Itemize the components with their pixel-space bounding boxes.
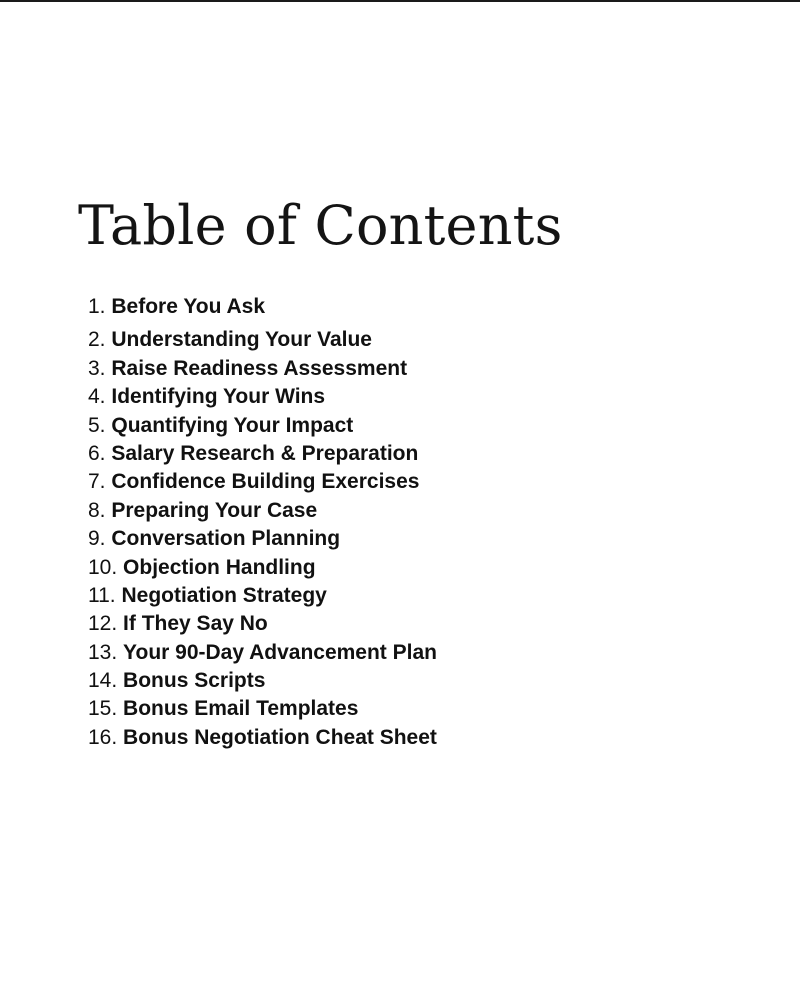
toc-item-number: 6. xyxy=(88,441,106,465)
toc-item-number: 4. xyxy=(88,385,106,409)
toc-item xyxy=(88,724,437,752)
toc-item xyxy=(88,355,437,383)
toc-item-title: Identifying Your Wins xyxy=(111,385,326,409)
toc-item-title: Bonus Email Templates xyxy=(123,697,359,721)
toc-item xyxy=(88,326,437,354)
toc-item-title: Preparing Your Case xyxy=(111,498,318,522)
toc-item xyxy=(88,497,437,525)
toc-item-title: Objection Handling xyxy=(123,555,316,579)
toc-item-title: Salary Research & Preparation xyxy=(111,441,419,465)
toc-item-number: 3. xyxy=(88,356,106,380)
toc-item xyxy=(88,695,437,723)
toc-item-number: 9. xyxy=(88,527,106,551)
toc-item-title: Before You Ask xyxy=(111,295,266,318)
toc-item-title: Your 90-Day Advancement Plan xyxy=(123,640,437,664)
toc-item-title: If They Say No xyxy=(123,612,268,636)
toc-item xyxy=(88,554,437,582)
toc-item-number: 13. xyxy=(88,640,118,664)
toc-item-number: 14. xyxy=(88,669,118,693)
toc-list xyxy=(88,293,437,752)
toc-item xyxy=(88,582,437,610)
toc-item-number: 2. xyxy=(88,328,106,352)
top-border-line xyxy=(0,0,800,2)
toc-item-title: Bonus Negotiation Cheat Sheet xyxy=(123,725,437,749)
toc-item-title: Bonus Scripts xyxy=(123,669,266,693)
toc-item xyxy=(88,667,437,695)
toc-item xyxy=(88,468,437,496)
toc-item-title: Negotiation Strategy xyxy=(121,583,327,607)
toc-item-title: Conversation Planning xyxy=(111,527,341,551)
toc-item-number: 7. xyxy=(88,470,106,494)
toc-item-number: 5. xyxy=(88,413,106,437)
toc-item xyxy=(88,440,437,468)
toc-item xyxy=(88,639,437,667)
toc-item xyxy=(88,610,437,638)
toc-item xyxy=(88,383,437,411)
toc-item xyxy=(88,525,437,553)
toc-item-number: 12. xyxy=(88,612,118,636)
toc-item-number: 8. xyxy=(88,498,106,522)
toc-item-title: Raise Readiness Assessment xyxy=(111,356,408,380)
toc-item-number: 10. xyxy=(88,555,118,579)
toc-item-title: Understanding Your Value xyxy=(111,328,372,352)
toc-item-number: 16. xyxy=(88,725,118,749)
page-title: Table of Contents xyxy=(78,194,563,257)
toc-item xyxy=(88,293,437,321)
toc-item-title: Quantifying Your Impact xyxy=(111,413,354,437)
toc-item-number: 11. xyxy=(88,583,116,607)
toc-item xyxy=(88,412,437,440)
toc-item-title: Confidence Building Exercises xyxy=(111,470,420,494)
toc-item-number: 15. xyxy=(88,697,118,721)
toc-item-number: 1. xyxy=(88,295,106,318)
